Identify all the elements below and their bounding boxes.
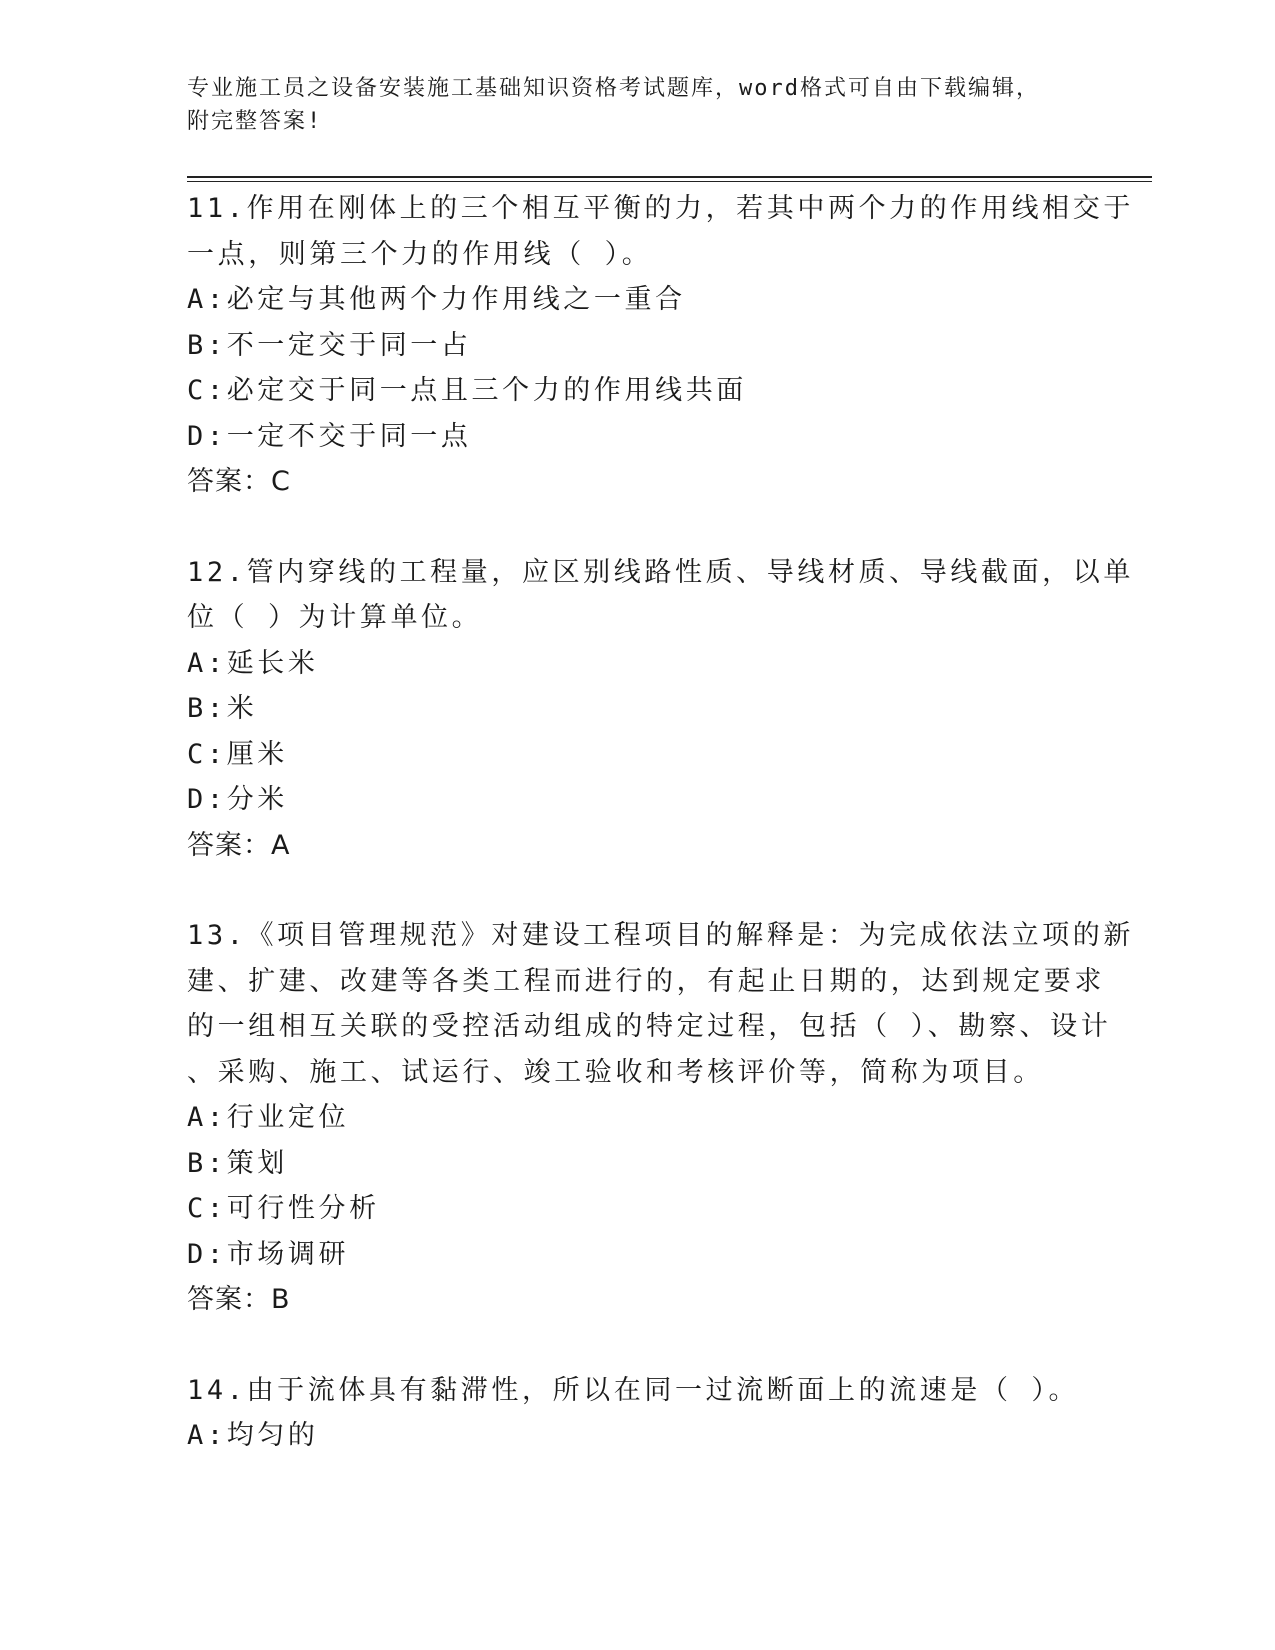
header-line-2: 附完整答案! <box>187 109 323 134</box>
option-d: D:分米 <box>187 784 288 815</box>
option-c: C:厘米 <box>187 738 288 770</box>
question-13 <box>187 913 1147 1323</box>
question-text-line: 的一组相互关联的受控活动组成的特定过程，包括（ ）、勘察、设计 <box>187 1011 1112 1042</box>
header-rule-thin <box>187 181 1152 182</box>
document-header <box>187 72 1067 138</box>
option-b: B:策划 <box>187 1147 288 1179</box>
option-d: D:一定不交于同一点 <box>187 420 472 452</box>
question-text-line: 11.作用在刚体上的三个相互平衡的力，若其中两个力的作用线相交于 <box>187 193 1134 224</box>
question-text-line: 13.《项目管理规范》对建设工程项目的解释是：为完成依法立项的新 <box>187 920 1134 951</box>
question-text-line: 一点，则第三个力的作用线（ ）。 <box>187 238 653 270</box>
option-b: B:不一定交于同一占 <box>187 329 472 361</box>
option-b: B:米 <box>187 693 258 724</box>
option-c: C:必定交于同一点且三个力的作用线共面 <box>187 375 747 406</box>
answer-line: 答案：A <box>187 829 291 861</box>
option-d: D:市场调研 <box>187 1238 350 1270</box>
question-text-line: 、采购、施工、试运行、竣工验收和考核评价等，简称为项目。 <box>187 1056 1044 1088</box>
header-line-1: 专业施工员之设备安装施工基础知识资格考试题库，word格式可自由下载编辑， <box>187 76 1040 101</box>
option-a: A:均匀的 <box>187 1420 319 1451</box>
question-14 <box>187 1368 1147 1459</box>
question-12 <box>187 550 1147 869</box>
header-rule-thick <box>187 176 1152 178</box>
option-a: A:必定与其他两个力作用线之一重合 <box>187 284 686 315</box>
question-list <box>187 186 1147 1504</box>
question-text-line: 14.由于流体具有黏滞性，所以在同一过流断面上的流速是（ ）。 <box>187 1374 1080 1406</box>
option-a: A:行业定位 <box>187 1102 350 1133</box>
answer-line: 答案：B <box>187 1284 291 1315</box>
question-text-line: 位（ ）为计算单位。 <box>187 602 483 633</box>
answer-line: 答案：C <box>187 466 291 497</box>
option-a: A:延长米 <box>187 647 319 679</box>
question-text-line: 建、扩建、改建等各类工程而进行的，有起止日期的，达到规定要求 <box>187 965 1105 997</box>
question-11 <box>187 186 1147 505</box>
question-text-line: 12.管内穿线的工程量，应区别线路性质、导线材质、导线截面，以单 <box>187 556 1134 588</box>
option-c: C:可行性分析 <box>187 1193 380 1224</box>
